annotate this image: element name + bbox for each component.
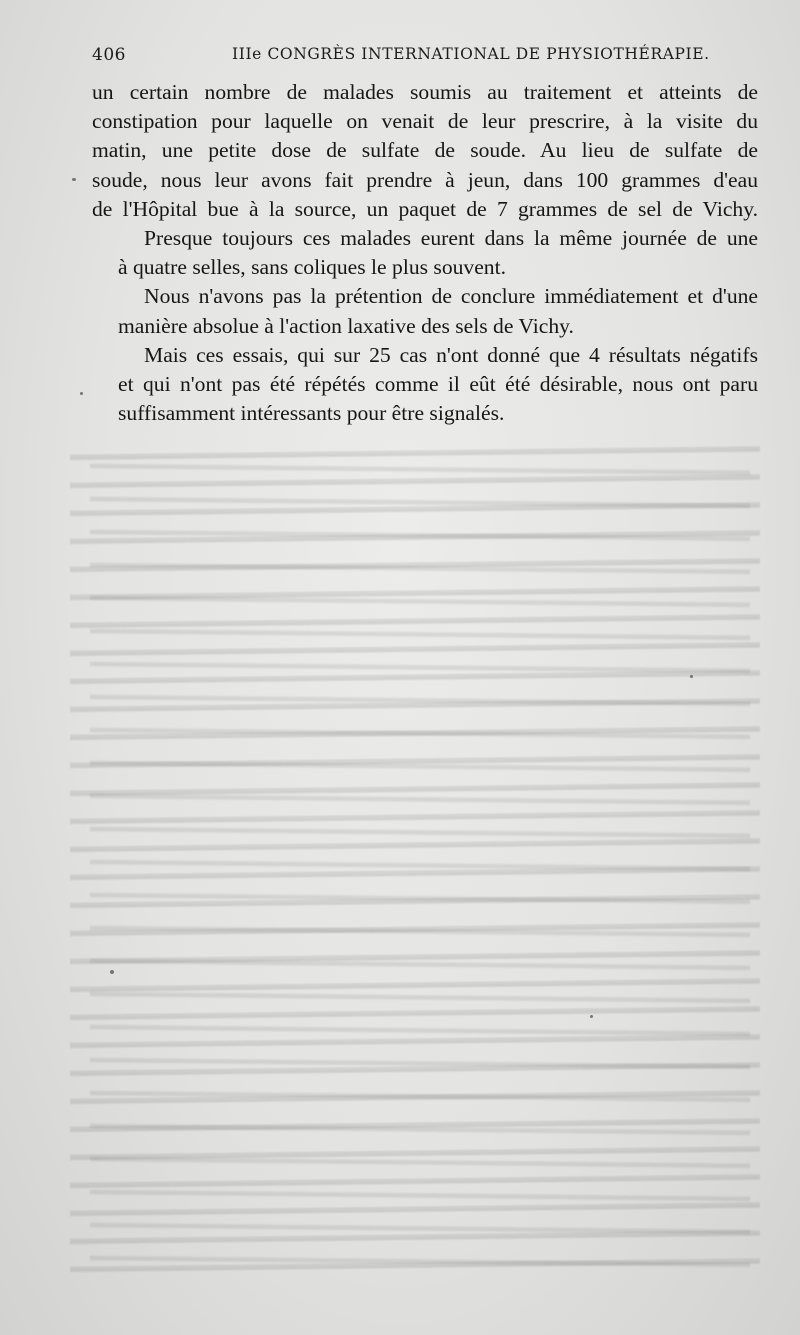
paper-speck — [690, 675, 693, 678]
text-line: manière absolue à l'action laxative des sels de Vichy. — [118, 313, 574, 338]
text-line: un certain nombre de malades soumis au traitement et atteints de — [92, 80, 758, 104]
text-line: matin, une petite dose de sulfate de soude. Au lieu de sulfate de — [92, 138, 758, 163]
paragraph-1 — [92, 78, 758, 224]
running-head: IIIe CONGRÈS INTERNATIONAL DE PHYSIOTHÉRAPIE. — [232, 45, 710, 63]
text-line: soude, nous leur avons fait prendre à jeun, dans 100 grammes d'eau — [92, 167, 758, 192]
text-line: suffisamment intéressants pour être signalés. — [118, 401, 505, 426]
text-line: Mais ces essais, qui sur 25 cas n'ont donné que 4 résultats négatifs — [144, 342, 758, 367]
reverse-side-bleed-through-secondary — [90, 450, 750, 1270]
paragraph-2 — [92, 224, 758, 282]
paper-speck — [72, 178, 76, 181]
paragraph-4 — [92, 341, 758, 429]
paragraph-3 — [92, 282, 758, 340]
page-header — [92, 45, 752, 75]
paper-speck — [590, 1015, 593, 1018]
text-line: Nous n'avons pas la prétention de conclure immédiatement et d'une — [144, 284, 758, 309]
body-text — [92, 78, 758, 428]
text-line: et qui n'ont pas été répétés comme il eût été désirable, nous ont paru — [118, 372, 758, 397]
paper-speck — [110, 970, 114, 974]
text-line: Presque toujours ces malades eurent dans la même journée de une — [144, 226, 758, 251]
paper-speck — [80, 392, 83, 395]
text-line: à quatre selles, sans coliques le plus souvent. — [118, 255, 507, 280]
text-line: de l'Hôpital bue à la source, un paquet de 7 grammes de sel de Vichy. — [92, 196, 758, 221]
text-line: constipation pour laquelle on venait de leur prescrire, à la visite du — [92, 109, 758, 134]
page-number: 406 — [92, 45, 126, 65]
